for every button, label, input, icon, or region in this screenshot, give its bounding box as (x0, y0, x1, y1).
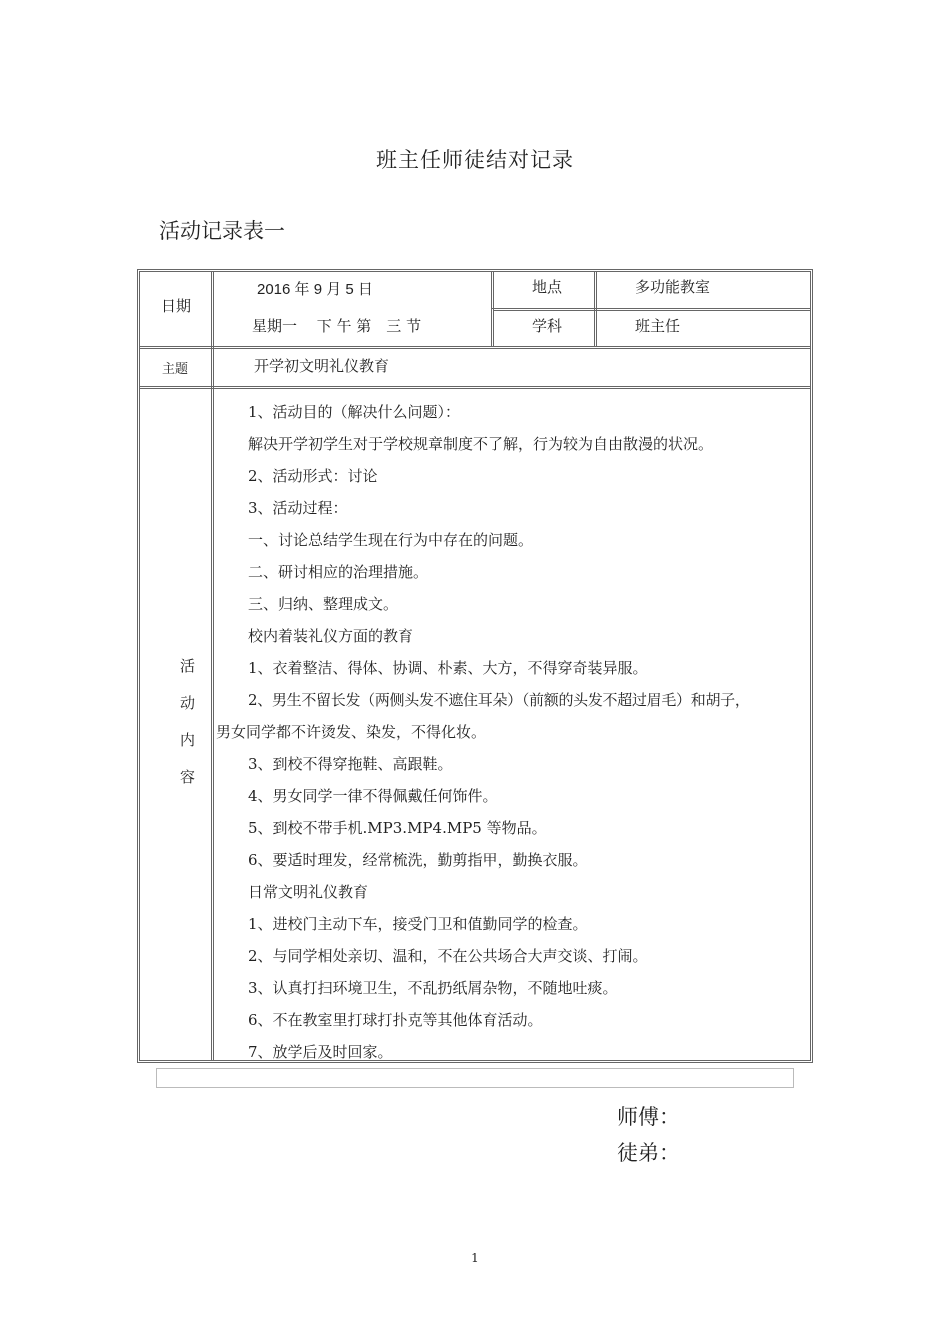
content-line: 2、活动形式：讨论 (248, 467, 378, 485)
content-line: 解决开学初学生对于学校规章制度不了解，行为较为自由散漫的状况。 (248, 435, 714, 453)
apprentice-signature-label: 徒弟： (617, 1141, 680, 1165)
content-line: 4、男女同学一律不得佩戴任何饰件。 (248, 787, 498, 805)
empty-row-box (156, 1068, 794, 1088)
subject-label: 学科 (532, 317, 563, 335)
content-line: 7、放学后及时回家。 (248, 1043, 393, 1061)
content-line: 5、到校不带手机.MP3.MP4.MP5 等物品。 (248, 819, 547, 837)
theme-value: 开学初文明礼仪教育 (254, 357, 390, 375)
content-line: 6、不在教室里打球打扑克等其他体育活动。 (248, 1011, 543, 1029)
document-title: 班主任师徒结对记录 (376, 148, 574, 172)
content-label-char: 动 (180, 694, 196, 712)
location-label: 地点 (532, 278, 563, 296)
content-line: 2、与同学相处亲切、温和，不在公共场合大声交谈、打闹。 (248, 947, 648, 965)
content-line: 男女同学都不许烫发、染发，不得化妆。 (216, 723, 487, 741)
date-label: 日期 (161, 297, 192, 315)
content-line: 三、归纳、整理成文。 (248, 595, 399, 613)
period-value: 星期一 下 午 第 三 节 (252, 317, 422, 335)
subject-value: 班主任 (635, 317, 681, 335)
content-line: 校内着装礼仪方面的教育 (248, 627, 414, 645)
content-line: 1、衣着整洁、得体、协调、朴素、大方，不得穿奇装异服。 (248, 659, 648, 677)
table-subtitle: 活动记录表一 (159, 219, 285, 243)
content-label-char: 内 (180, 731, 196, 749)
content-line: 3、认真打扫环境卫生，不乱扔纸屑杂物，不随地吐痰。 (248, 979, 618, 997)
master-signature-label: 师傅： (617, 1105, 680, 1129)
content-line: 1、进校门主动下车，接受门卫和值勤同学的检查。 (248, 915, 588, 933)
content-line: 3、到校不得穿拖鞋、高跟鞋。 (248, 755, 453, 773)
content-line: 2、男生不留长发（两侧头发不遮住耳朵）（前额的头发不超过眉毛）和胡子， (248, 691, 750, 709)
content-line: 日常文明礼仪教育 (248, 883, 369, 901)
content-line: 3、活动过程： (248, 499, 348, 517)
content-line: 6、要适时理发，经常梳洗，勤剪指甲，勤换衣服。 (248, 851, 588, 869)
content-line: 一、讨论总结学生现在行为中存在的问题。 (248, 531, 534, 549)
date-value: 2016 年 9 月 5 日 (257, 281, 373, 298)
content-line: 二、研讨相应的治理措施。 (248, 563, 429, 581)
content-line: 1、活动目的（解决什么问题）： (248, 403, 461, 421)
location-value: 多功能教室 (635, 278, 711, 296)
page-number: 1 (471, 1251, 479, 1265)
content-label-char: 容 (180, 768, 196, 786)
content-label-char: 活 (180, 657, 196, 675)
theme-label: 主题 (162, 362, 189, 377)
